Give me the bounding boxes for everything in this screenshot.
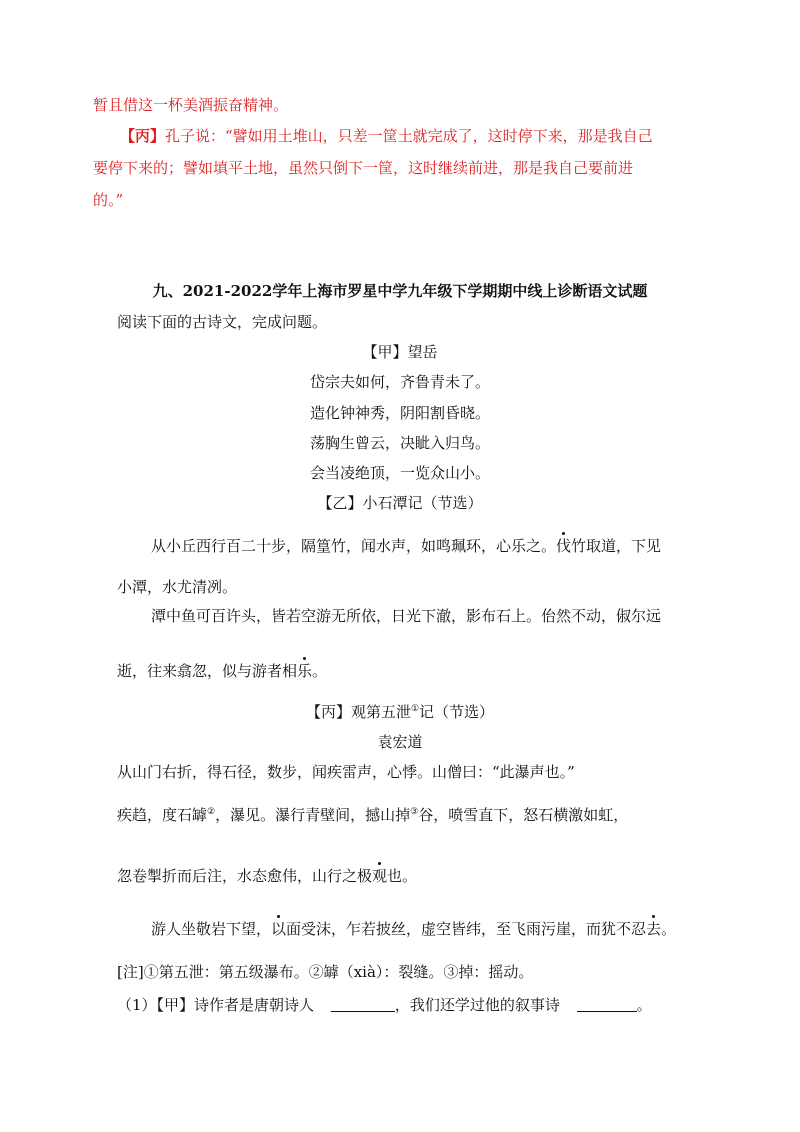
bing-title: 【丙】观第五泄①记（节选） <box>305 703 495 721</box>
bing-paragraph-2: 疾趋，度石罅②，瀑见。瀑行青壁间，撼山掉③谷，喷雪直下，怒石横激如虹， <box>117 806 629 824</box>
translation-line-3: 要停下来的；譬如填平土地，虽然只倒下一筐，这时继续前进，那是我自己要前进 <box>93 159 634 177</box>
yi-title: 【乙】小石潭记（节选） <box>317 494 483 512</box>
emphasis-char: 观 <box>372 867 388 885</box>
poem-line-4: 会当凌绝顶，一览众山小。 <box>309 464 490 482</box>
translation-line-4: 的。” <box>93 191 124 209</box>
bing-author: 袁宏道 <box>377 733 423 751</box>
emphasis-char: 乐 <box>297 662 313 680</box>
poem-line-1: 岱宗夫如何，齐鲁青未了。 <box>309 373 490 391</box>
poem-line-3: 荡胸生曾云，决眦入归鸟。 <box>309 434 490 452</box>
poem-line-2: 造化钟神秀，阴阳割昏晓。 <box>309 404 490 422</box>
emphasis-char: 以 <box>271 920 287 938</box>
translation-text: 孔子说：“譬如用土堆山，只差一筐土就完成了，这时停下来，那是我自己 <box>165 127 653 145</box>
yi-paragraph-1-line-2: 小潭，水尤清冽。 <box>117 578 238 596</box>
footnote-marker: ③ <box>410 807 419 817</box>
footnote-marker: ② <box>207 807 216 817</box>
translation-line-1: 暂且借这一杯美酒振奋精神。 <box>93 96 289 114</box>
answer-blank-poet[interactable] <box>331 997 395 1012</box>
poem-title: 【甲】望岳 <box>362 343 438 361</box>
question-prompt: （1）【甲】诗作者是唐朝诗人 <box>117 996 315 1014</box>
bing-paragraph-1: 从山门右折，得石径，数步，闻疾雷声，心悸。山僧曰：“此瀑声也。” <box>117 763 575 781</box>
question-1: （1）【甲】诗作者是唐朝诗人 ，我们还学过他的叙事诗 。 <box>117 996 652 1014</box>
translation-line-2 <box>120 126 653 146</box>
bing-paragraph-4: 游人坐敬岩下望，以面受沫，乍若披丝，虚空皆纬，至飞雨污崖，而犹不忍去。 <box>151 920 677 938</box>
yi-paragraph-2-line-2: 逝，往来翕忽，似与游者相乐。 <box>117 662 328 680</box>
section-heading: 九、2021-2022学年上海市罗星中学九年级下学期期中线上诊断语文试题 <box>152 282 648 300</box>
question-prompt-2: ，我们还学过他的叙事诗 <box>394 996 560 1014</box>
instruction-text: 阅读下面的古诗文，完成问题。 <box>117 313 328 331</box>
footnotes: [注]①第五泄：第五级瀑布。②罅（xià）：裂缝。③掉：摇动。 <box>117 963 534 981</box>
emphasis-char: 伐 <box>556 537 572 555</box>
yi-paragraph-2-line-1: 潭中鱼可百许头，皆若空游无所依，日光下澈，影布石上。佁然不动，俶尔远 <box>151 607 662 625</box>
answer-blank-narrative-poem[interactable] <box>577 997 637 1012</box>
emphasis-char: 去 <box>646 920 662 938</box>
bing-paragraph-3: 忽卷掣折而后注，水态愈伟，山行之极观也。 <box>117 867 418 885</box>
yi-paragraph-1-line-1: 从小丘西行百二十步，隔篁竹，闻水声，如鸣珮环，心乐之。伐竹取道，下见 <box>151 537 662 555</box>
bing-marker: 【丙】 <box>120 127 166 145</box>
footnote-marker: ① <box>410 704 420 714</box>
